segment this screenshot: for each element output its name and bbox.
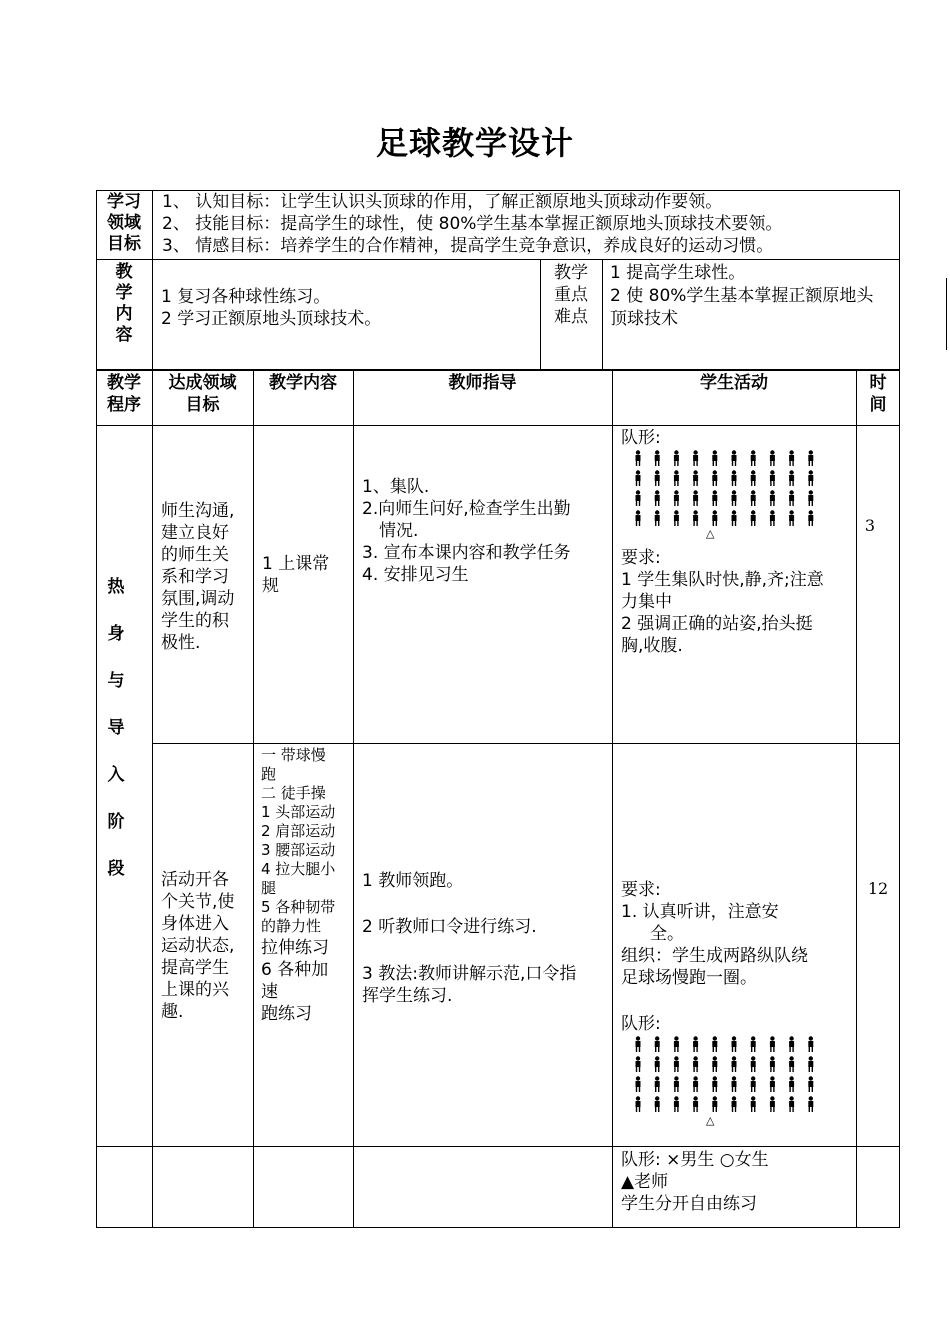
row2-content-13: 速: [261, 982, 278, 1002]
row1-formation-label: 队形:: [621, 428, 661, 448]
stage-char-3: 与: [107, 671, 125, 691]
row2-content-12: 6 各种加: [261, 960, 329, 980]
row1-content-1: 1 上课常: [262, 554, 330, 574]
page-edge-mark: [946, 278, 947, 350]
header-procedure-1: 教学: [107, 373, 141, 393]
row2-content-8: 腿: [261, 879, 277, 897]
stage-char-1: 热: [107, 577, 125, 597]
student-figure-icon: [808, 470, 813, 486]
row3-student-1: 队形: ×男生 ○女生: [621, 1150, 769, 1170]
student-figure-icon: [751, 470, 756, 486]
student-figure-icon: [732, 510, 737, 526]
student-figure-icon: [751, 1036, 756, 1052]
student-figure-icon: [770, 470, 775, 486]
student-figure-icon: [789, 470, 794, 486]
stage-char-6: 阶: [107, 812, 125, 832]
student-figure-icon: [674, 1036, 679, 1052]
student-figure-icon: [789, 1056, 794, 1072]
student-figure-icon: [808, 510, 813, 526]
student-figure-icon: [674, 510, 679, 526]
row2-goal-5: 提高学生: [161, 958, 229, 978]
content-item-1: 1 复习各种球性练习。: [161, 287, 331, 307]
student-figure-icon: [770, 450, 775, 466]
student-figure-icon: [674, 1076, 679, 1092]
student-figure-icon: [636, 450, 641, 466]
row1-goal-6: 学生的积: [161, 611, 229, 631]
row2-content-11: 拉伸练习: [261, 938, 329, 958]
student-figure-icon: [732, 490, 737, 506]
student-figure-icon: [693, 510, 698, 526]
student-figure-icon: [636, 1096, 641, 1112]
row1-req-3: 力集中: [621, 592, 672, 612]
row2-req-5: 足球场慢跑一圈。: [621, 968, 757, 988]
row1-goal-1: 师生沟通,: [161, 501, 235, 521]
row2-content-3: 二 徒手操: [261, 784, 326, 802]
student-figure-icon: [636, 1056, 641, 1072]
header-goal-2: 目标: [185, 395, 220, 415]
goal-item-3: 3、 情感目标：培养学生的合作精神，提高学生竞争意识，养成良好的运动习惯。: [162, 236, 774, 256]
content-label-4: 容: [115, 325, 133, 345]
student-figure-icon: [789, 1096, 794, 1112]
row1-req-1: 要求:: [621, 548, 661, 568]
focus-text-line: [602, 259, 603, 370]
row2-content-10: 的静力性: [261, 917, 322, 935]
student-figure-icon: [789, 1036, 794, 1052]
row1-teacher-3: 情况.: [379, 521, 419, 541]
student-figure-icon: [655, 490, 660, 506]
row2-req-4: 组织：学生成两路纵队绕: [621, 946, 808, 966]
student-figure-icon: [732, 470, 737, 486]
row2-content-5: 2 肩部运动: [261, 822, 336, 840]
student-figure-icon: [712, 450, 717, 466]
row2-teacher-3: 3 教法:教师讲解示范,口令指: [362, 964, 577, 984]
focus-item-3: 顶球技术: [610, 309, 678, 329]
focus-item-2: 2 使 80%学生基本掌握正额原地头: [610, 286, 874, 306]
student-figure-icon: [674, 450, 679, 466]
row2-content-9: 5 各种韧带: [261, 898, 336, 916]
student-figure-icon: [751, 450, 756, 466]
student-figure-icon: [693, 490, 698, 506]
header-procedure-2: 程序: [107, 395, 141, 415]
student-figure-icon: [751, 1056, 756, 1072]
col-line-4: [612, 370, 613, 1228]
row2-content-7: 4 拉大腿小: [261, 860, 336, 878]
student-figure-icon: [770, 1076, 775, 1092]
student-figure-icon: [693, 450, 698, 466]
header-content: 教学内容: [269, 373, 337, 393]
student-figure-icon: [712, 1056, 717, 1072]
student-figure-icon: [732, 1076, 737, 1092]
goals-label-3: 目标: [107, 234, 141, 254]
row1-teacher-2: 2.向师生问好,检查学生出勤: [362, 499, 571, 519]
row2-goal-7: 趣.: [161, 1002, 184, 1022]
row1-req-2: 1 学生集队时快,静,齐;注意: [621, 570, 824, 590]
student-figure-icon: [674, 1096, 679, 1112]
row2-time: 12: [867, 879, 889, 898]
goal-item-1: 1、 认知目标：让学生认识头顶球的作用，了解正额原地头顶球动作要领。: [162, 192, 723, 212]
row2-teacher-mark: △: [706, 1114, 715, 1127]
col-line-2: [253, 370, 254, 1228]
row2-teacher-2: 2 听教师口令进行练习.: [362, 917, 537, 937]
student-figure-icon: [655, 1056, 660, 1072]
focus-item-1: 1 提高学生球性。: [610, 263, 746, 283]
row1-teacher-1: 1、集队.: [362, 477, 430, 497]
student-figure-icon: [751, 490, 756, 506]
student-figure-icon: [770, 1036, 775, 1052]
stage-char-5: 入: [107, 765, 125, 785]
col-line-3: [353, 370, 354, 1228]
student-figure-icon: [751, 510, 756, 526]
focus-label-3: 难点: [554, 307, 588, 327]
student-figure-icon: [655, 450, 660, 466]
header-goal-1: 达成领域: [168, 373, 237, 393]
focus-label-1: 教学: [554, 263, 588, 283]
focus-label-2: 重点: [554, 285, 588, 305]
header-time-2: 间: [869, 395, 887, 415]
stage-char-4: 导: [107, 718, 125, 738]
student-figure-icon: [674, 490, 679, 506]
student-figure-icon: [655, 510, 660, 526]
content-item-2: 2 学习正额原地头顶球技术。: [161, 309, 382, 329]
student-figure-icon: [693, 1076, 698, 1092]
student-figure-icon: [732, 1096, 737, 1112]
goal-item-2: 2、 技能目标：提高学生的球性，使 80%学生基本掌握正额原地头顶球技术要领。: [162, 214, 783, 234]
formation-grid-1: [630, 448, 820, 528]
student-figure-icon: [712, 510, 717, 526]
student-figure-icon: [770, 1056, 775, 1072]
row1-divider: [152, 743, 900, 744]
row2-content-2: 跑: [261, 765, 277, 783]
content-label-2: 学: [115, 283, 133, 303]
student-figure-icon: [732, 450, 737, 466]
student-figure-icon: [712, 470, 717, 486]
row1-goal-7: 极性.: [161, 633, 201, 653]
student-figure-icon: [808, 1036, 813, 1052]
student-figure-icon: [655, 470, 660, 486]
student-figure-icon: [693, 1096, 698, 1112]
row2-goal-6: 上课的兴: [161, 980, 229, 1000]
row1-goal-3: 的师生关: [161, 545, 229, 565]
student-figure-icon: [789, 450, 794, 466]
row2-goal-2: 个关节,使: [161, 892, 235, 912]
student-figure-icon: [808, 1076, 813, 1092]
row1-goal-2: 建立良好: [161, 523, 229, 543]
student-figure-icon: [674, 470, 679, 486]
student-figure-icon: [770, 510, 775, 526]
student-figure-icon: [732, 1036, 737, 1052]
student-figure-icon: [770, 490, 775, 506]
row2-content-14: 跑练习: [261, 1004, 312, 1024]
student-figure-icon: [751, 1096, 756, 1112]
student-figure-icon: [808, 1096, 813, 1112]
row1-time: 3: [864, 516, 876, 535]
student-figure-icon: [636, 490, 641, 506]
row2-formation-label: 队形:: [621, 1014, 661, 1034]
row2-req-3: 全。: [650, 924, 684, 944]
student-figure-icon: [674, 1056, 679, 1072]
student-figure-icon: [636, 1036, 641, 1052]
col-line-1: [152, 370, 153, 1228]
col-line-5: [856, 370, 857, 1228]
student-figure-icon: [693, 1036, 698, 1052]
student-figure-icon: [751, 1076, 756, 1092]
header-student: 学生活动: [700, 373, 768, 393]
stage-char-2: 身: [107, 624, 125, 644]
content-label-3: 内: [115, 304, 133, 324]
student-figure-icon: [655, 1036, 660, 1052]
row1-req-5: 胸,收腹.: [621, 636, 683, 656]
student-figure-icon: [712, 490, 717, 506]
row1-teacher-5: 4. 安排见习生: [362, 565, 469, 585]
row3-student-2: ▲老师: [621, 1172, 669, 1192]
goals-divider: [96, 259, 900, 260]
row2-content-4: 1 头部运动: [261, 803, 336, 821]
student-figure-icon: [636, 470, 641, 486]
content-label-1: 教: [115, 262, 133, 282]
student-figure-icon: [655, 1096, 660, 1112]
student-figure-icon: [789, 510, 794, 526]
header-teacher: 教师指导: [448, 373, 517, 393]
header-time-1: 时: [869, 373, 887, 393]
row2-content-1: 一 带球慢: [261, 746, 326, 764]
row2-divider: [96, 1146, 900, 1147]
goals-label-1: 学习: [107, 192, 141, 212]
row2-goal-4: 运动状态,: [161, 936, 235, 956]
stage-char-7: 段: [107, 859, 125, 879]
row2-teacher-4: 挥学生练习.: [362, 986, 453, 1006]
row1-goal-4: 系和学习: [161, 567, 229, 587]
student-figure-icon: [732, 1056, 737, 1072]
student-figure-icon: [693, 1056, 698, 1072]
formation-grid-2: [630, 1034, 820, 1114]
student-figure-icon: [693, 470, 698, 486]
student-figure-icon: [808, 490, 813, 506]
student-figure-icon: [712, 1096, 717, 1112]
row2-req-2: 1. 认真听讲，注意安: [621, 902, 779, 922]
goals-label-2: 领域: [107, 213, 141, 233]
row1-teacher-4: 3. 宣布本课内容和教学任务: [362, 543, 571, 563]
row2-goal-3: 身体进入: [161, 914, 229, 934]
row2-req-1: 要求:: [621, 880, 661, 900]
student-figure-icon: [636, 1076, 641, 1092]
row2-goal-1: 活动开各: [161, 870, 229, 890]
header-divider: [96, 425, 900, 426]
row2-teacher-1: 1 教师领跑。: [362, 871, 464, 891]
row1-req-4: 2 强调正确的站姿,抬头挺: [621, 614, 813, 634]
student-figure-icon: [712, 1036, 717, 1052]
row1-content-2: 规: [262, 576, 279, 596]
page-title: 足球教学设计: [375, 124, 574, 162]
row1-teacher-mark: △: [706, 527, 715, 540]
row3-student-3: 学生分开自由练习: [621, 1194, 757, 1214]
student-figure-icon: [808, 1056, 813, 1072]
row1-goal-5: 氛围,调动: [161, 589, 235, 609]
student-figure-icon: [789, 1076, 794, 1092]
student-figure-icon: [655, 1076, 660, 1092]
student-figure-icon: [712, 1076, 717, 1092]
student-figure-icon: [636, 510, 641, 526]
label-column-line: [152, 190, 153, 370]
student-figure-icon: [770, 1096, 775, 1112]
student-figure-icon: [808, 450, 813, 466]
student-figure-icon: [789, 490, 794, 506]
row2-content-6: 3 腰部运动: [261, 841, 336, 859]
